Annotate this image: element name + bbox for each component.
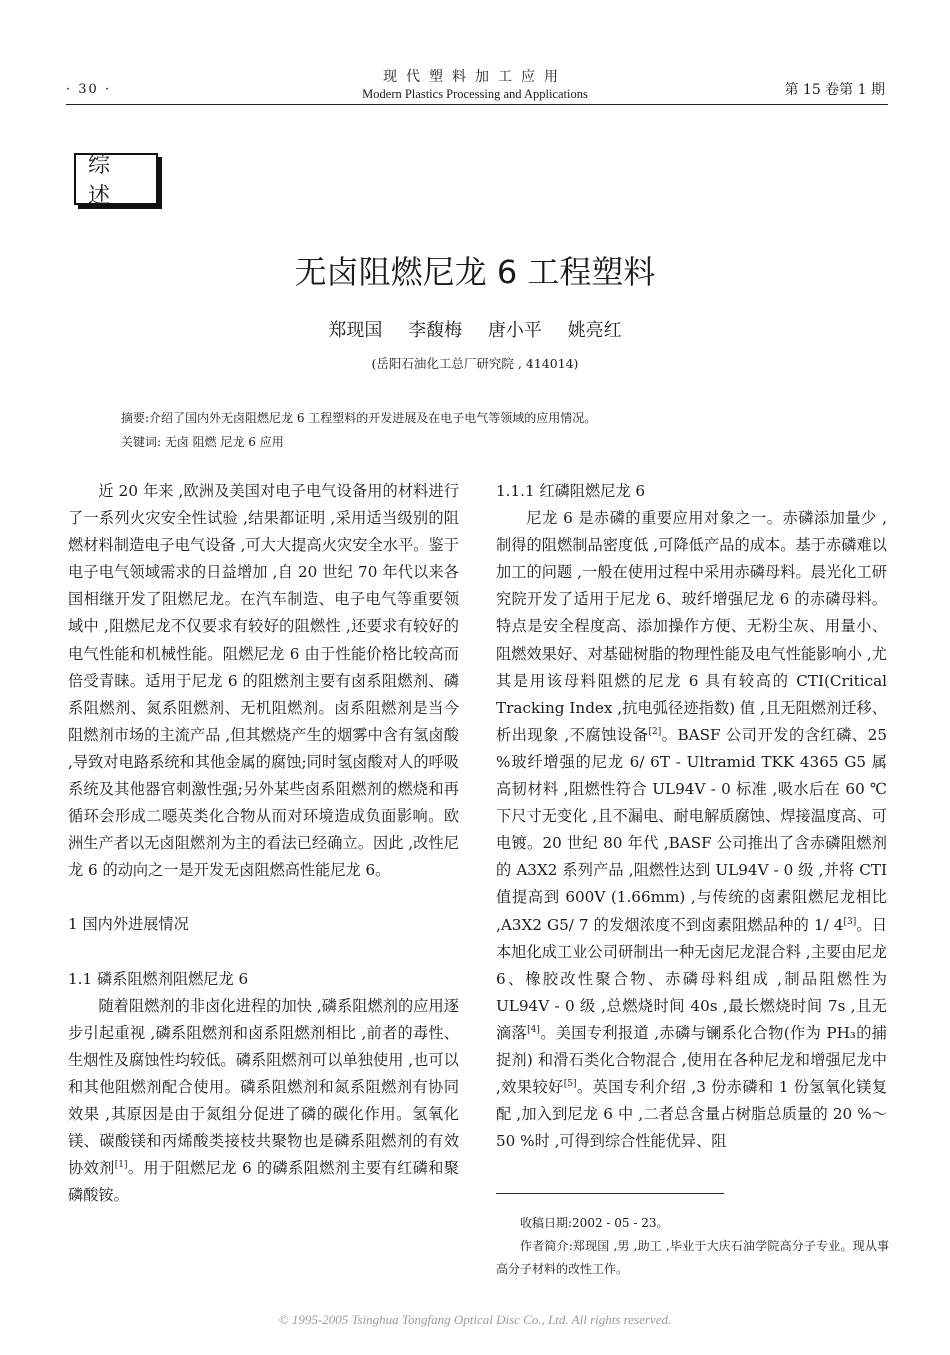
copyright-watermark: © 1995-2005 Tsinghua Tongfang Optical Disc Co., Ltd. All rights reserved. xyxy=(278,1312,672,1327)
body-text: 。英国专利介绍 ,3 份赤磷和 1 份氢氧化镁复配 ,加入到尼龙 6 中 ,二者总含量占树脂总质量的 20 %～50 %时 ,可得到综合性能优异、阻 xyxy=(496,1078,888,1151)
footnotes xyxy=(496,1212,889,1281)
body-paragraph xyxy=(496,505,887,1155)
intro-paragraph: 近 20 年来 ,欧洲及美国对电子电气设备用的材料进行了一系列火灾安全性试验 ,结果都证明 ,采用适当级别的阻燃材料制造电子电气设备 ,可大大提高火灾安全水平。鉴于电子电气领域需求的日益增加 ,自 20 世纪 70 年代以来各国相继开发了阻燃尼龙。在汽车制造、电子电气等重要领域中 ,阻燃尼龙不仅要求有较好的阻燃性 ,还要求有较好的电气性能和机械性能。阻燃尼龙 6 由于性能价格比较高而倍受青睐。适用于尼龙 6 的阻燃剂主要有卤系阻燃剂、磷系阻燃剂、氮系阻燃剂、无机阻燃剂。卤系阻燃剂是当今阻燃剂市场的主流产品 ,但其燃烧产生的烟雾中含有氢卤酸 ,导致对电路系统和其他金属的腐蚀;同时氢卤酸对人的呼吸系统及其他器官刺激性强;另外某些卤系阻燃剂的燃烧和再循环会形成二噁英类化合物从而对环境造成负面影响。欧洲生产者以无卤阻燃剂为主的看法已经确立。因此 ,改性尼龙 6 的动向之一是开发无卤阻燃高性能尼龙 6。 xyxy=(68,482,459,880)
body-text: 。日本旭化成工业公司研制出一种无卤尼龙混合料 ,主要由尼龙 6、橡胶改性聚合物、赤磷母料组成 ,制品阻燃性为 UL94V - 0 级 ,总燃烧时间 40s ,最长燃烧时间 7s ,且无滴落 xyxy=(496,915,888,1042)
journal-issue: 第 15 卷第 1 期 xyxy=(784,82,885,98)
citation[interactable]: [5] xyxy=(563,1079,577,1089)
author-list xyxy=(0,316,950,342)
citation[interactable]: [2] xyxy=(648,726,662,737)
body-text: 。用于阻燃尼龙 6 的磷系阻燃剂主要有红磷和聚磷酸铵。 xyxy=(68,1159,459,1205)
header-rule xyxy=(66,104,888,105)
section-label: 综 述 xyxy=(88,153,125,209)
author: 郑现国 xyxy=(328,320,383,341)
body-text: 尼龙 6 是赤磷的重要应用对象之一。赤磷添加量少 ,制得的阻燃制品密度低 ,可降低产品的成本。基于赤磷难以加工的问题 ,一般在使用过程中采用赤磷母料。晨光化工研究院开发了适用于尼龙 6、玻纤增强尼龙 6 的赤磷母料。特点是安全程度高、添加操作方便、无粉尘灰、用量小、阻燃效果好、对基础树脂的物理性能及电气性能影响小 ,尤其是用该母料阻燃的尼龙 6 具有较高的 CTI(Critical Tracking Index ,抗电弧径迹指数) 值 ,且无阻燃剂迁移、析出现象 ,不腐蚀设备 xyxy=(496,509,887,744)
subsubsection-heading: 1.1.1 红磷阻燃尼龙 6 xyxy=(496,482,646,500)
body-paragraph xyxy=(68,993,459,1210)
subsection-heading: 1.1 磷系阻燃剂阻燃尼龙 6 xyxy=(68,969,249,988)
abstract-block xyxy=(121,406,841,454)
article-title: 无卤阻燃尼龙 6 工程塑料 xyxy=(294,253,656,291)
body-text: 。美国专利报道 ,赤磷与镧系化合物(作为 PH₃的捕捉剂) 和滑石类化合物混合 ,使用在各种尼龙和增强尼龙中 ,效果较好 xyxy=(496,1023,887,1097)
journal-title-en: Modern Plastics Processing and Applications xyxy=(362,87,588,101)
author: 李馥梅 xyxy=(408,320,463,341)
body-text: 。BASF 公司开发的含红磷、25 %玻纤增强的尼龙 6/ 6T - Ultramid TKK 4365 G5 属高韧材料 ,阻燃性符合 UL94V - 0 标准 ,吸水后在 60 ℃下尺寸无变化 ,且不漏电、耐电解质腐蚀、焊接温度高、可电镀。20 世纪 80 年代 ,BASF 公司推出了含赤磷阻燃剂的 A3X2 系列产品 ,阻燃性达到 UL94V - 0 级 ,并将 CTI 值提高到 600V (1.66mm) ,与传统的卤素阻燃尼龙相比 ,A3X2 G5/ 7 的发烟浓度不到卤素阻燃品种的 1/ 4 xyxy=(496,725,887,934)
left-column xyxy=(68,478,459,1209)
citation[interactable]: [1] xyxy=(114,1160,128,1171)
footnote-rule xyxy=(496,1193,724,1194)
received-date: 收稿日期:2002 - 05 - 23。 xyxy=(520,1216,669,1230)
body-text: 随着阻燃剂的非卤化进程的加快 ,磷系阻燃剂的应用逐步引起重视 ,磷系阻燃剂和卤系阻燃剂相比 ,前者的毒性、生烟性及腐蚀性均较低。磷系阻燃剂可以单独使用 ,也可以和其他阻燃剂配合使用。磷系阻燃剂和氮系阻燃剂有协同效果 ,其原因是由于氮组分促进了磷的碳化作用。氢氧化镁、碳酸镁和丙烯酸类接枝共聚物也是磷系阻燃剂的有效协效剂 xyxy=(68,996,459,1178)
right-column xyxy=(496,478,887,1155)
section-label-box xyxy=(74,153,158,209)
citation[interactable]: [3] xyxy=(843,916,857,927)
keywords: 关键词: 无卤 阻燃 尼龙 6 应用 xyxy=(121,435,284,449)
author: 唐小平 xyxy=(487,320,542,341)
citation[interactable]: [4] xyxy=(527,1024,540,1035)
journal-title-zh: 现代塑料加工应用 xyxy=(383,69,567,85)
author-intro: 作者简介:郑现国 ,男 ,助工 ,毕业于大庆石油学院高分子专业。现从事高分子材料的改性工作。 xyxy=(496,1239,889,1276)
page-number: · 30 · xyxy=(66,82,112,97)
affiliation: (岳阳石油化工总厂研究院 , 414014) xyxy=(371,356,579,371)
author: 姚亮红 xyxy=(567,320,622,341)
section-heading: 1 国内外进展情况 xyxy=(68,915,189,934)
abstract: 摘要:介绍了国内外无卤阻燃尼龙 6 工程塑料的开发进展及在电子电气等领域的应用情况。 xyxy=(121,411,597,425)
